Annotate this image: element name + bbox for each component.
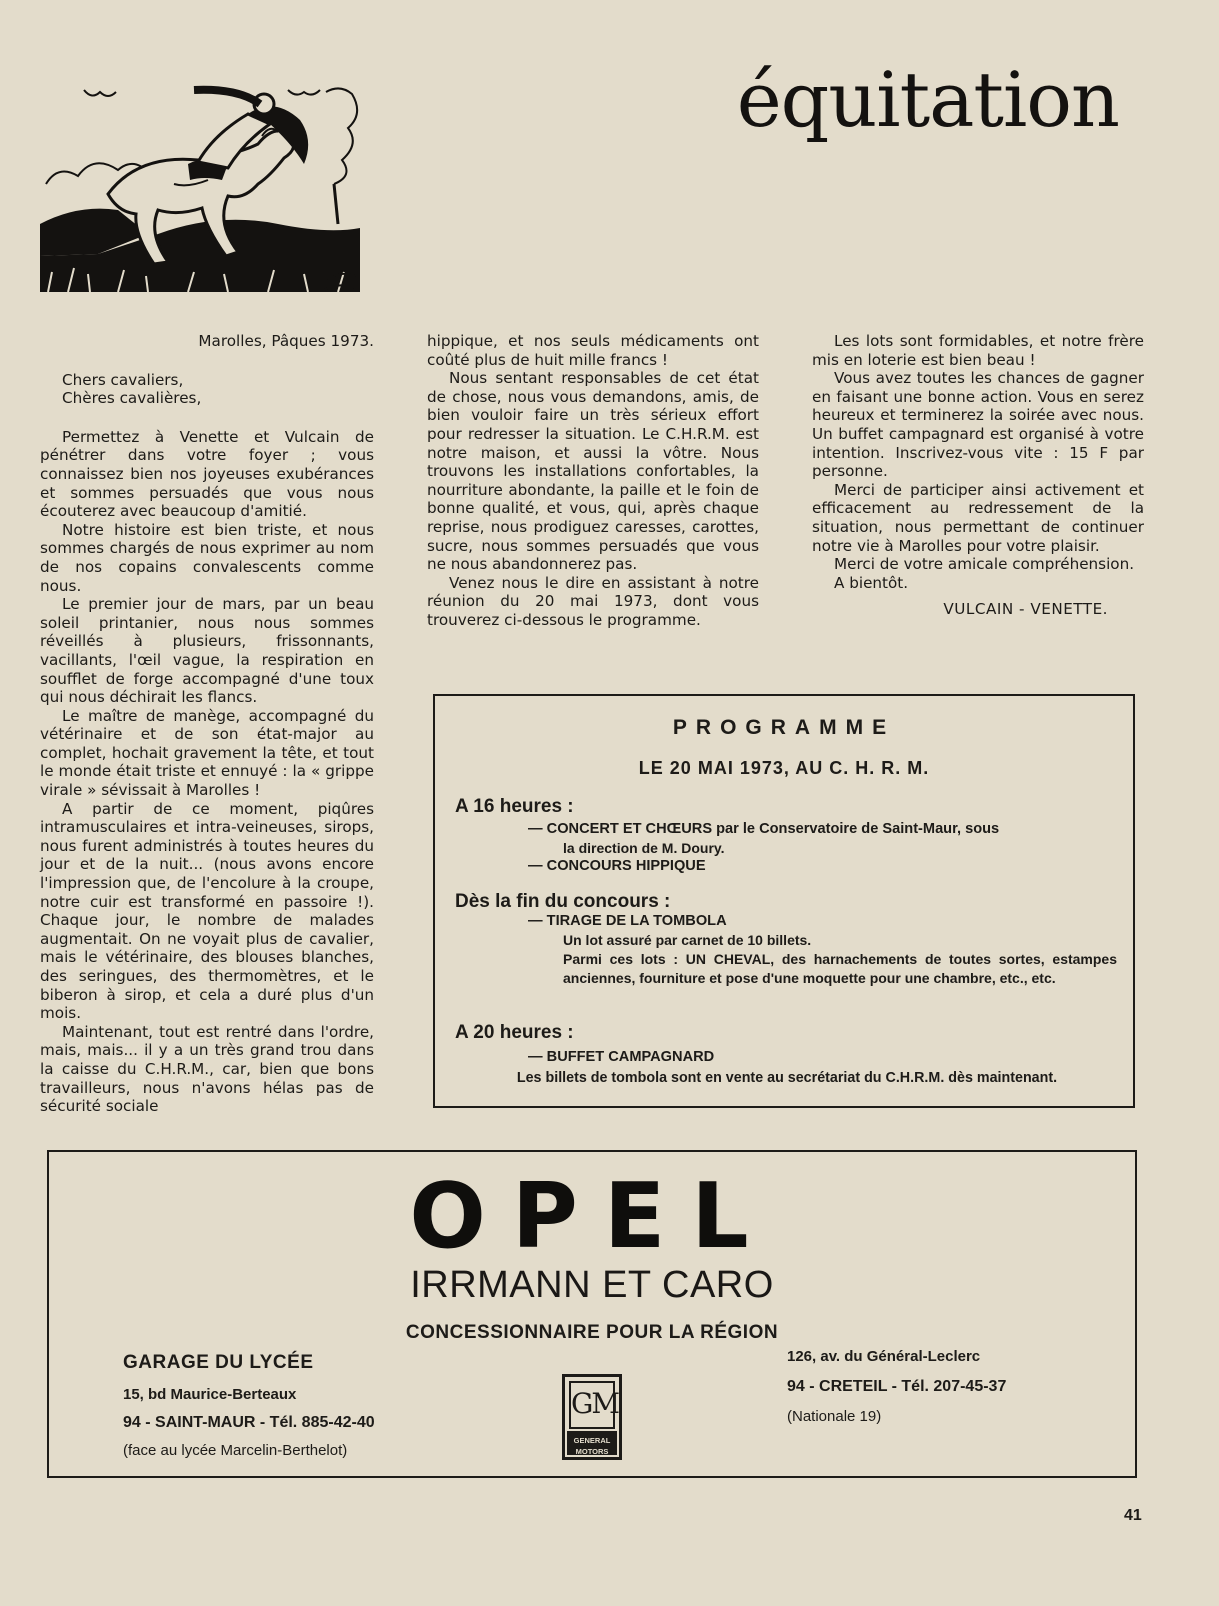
gm-logo-icon: GM GENERAL MOTORS bbox=[562, 1374, 622, 1460]
ad-note: (Nationale 19) bbox=[787, 1408, 882, 1425]
paragraph: Permettez à Venette et Vulcain de pénétrer dans votre foyer ; vous connaissez bien nos joyeuses exubérances et sommes persuadés que vous nous écouterez avec beaucoup d'amitié. bbox=[40, 427, 374, 521]
letter-column-3 bbox=[812, 332, 1144, 619]
paragraph: A partir de ce moment, piqûres intramusculaires et intra-veineuses, sirops, nous furent administrés à toutes heures du jour et de la nuit... (nous avons encore l'impression que, de l'encolure à la croupe, notre cuir est transformé en passoire !). Chaque jour, le nombre de malades augmentait. On ne voyait plus de cavalier, mais le vétérinaire, des blouses blanches, des seringues, des thermomètres, et le biberon à sirop, et cela a duré plus d'un mois. bbox=[40, 799, 374, 1023]
programme-time-heading: A 20 heures : bbox=[455, 1022, 574, 1043]
ad-brand-logo: OPEL bbox=[409, 1164, 775, 1269]
paragraph: Le premier jour de mars, par un beau soleil printanier, nous nous sommes réveillés à plusieurs, frissonnants, vacillants, l'œil vague, la respiration en soufflet de forge accompagné d'une toux qui nous déchirait les flancs. bbox=[40, 595, 374, 707]
programme-box bbox=[433, 694, 1135, 1108]
programme-item-detail: Un lot assuré par carnet de 10 billets. bbox=[563, 932, 812, 948]
programme-item: — BUFFET CAMPAGNARD bbox=[528, 1049, 715, 1065]
programme-date: LE 20 MAI 1973, AU C. H. R. M. bbox=[638, 758, 930, 778]
paragraph: Maintenant, tout est rentré dans l'ordre, mais, mais... il y a un très grand trou dans la caisse du C.H.R.M., car, bien que bons travailleurs, nous n'avons hélas pas de sécurité sociale bbox=[40, 1022, 374, 1116]
programme-item: — CONCERT ET CHŒURS par le Conservatoire de Saint-Maur, sous bbox=[528, 821, 1000, 837]
programme-time-heading: Dès la fin du concours : bbox=[455, 891, 671, 912]
ad-note: (face au lycée Marcelin-Berthelot) bbox=[123, 1442, 348, 1459]
paragraph: Vous avez toutes les chances de gagner en faisant une bonne action. Vous en serez heureux et terminerez la soirée avec nous. Un buffet campagnard est organisé à votre intention. Inscrivez-vous vite : 15 F par personne. bbox=[812, 369, 1144, 481]
ad-street: 126, av. du Général-Leclerc bbox=[787, 1348, 981, 1365]
programme-footer: Les billets de tombola sont en vente au secrétariat du C.H.R.M. dès maintenant. bbox=[516, 1070, 1058, 1086]
ad-street: 15, bd Maurice-Berteaux bbox=[123, 1386, 297, 1403]
ad-garage-name: GARAGE DU LYCÉE bbox=[123, 1352, 314, 1373]
paragraph: Merci de participer ainsi activement et efficacement au redressement de la situation, nous permettant de continuer notre vie à Marolles pour votre plaisir. bbox=[812, 480, 1144, 555]
opel-advertisement bbox=[47, 1150, 1137, 1478]
programme-item: — CONCOURS HIPPIQUE bbox=[528, 858, 706, 874]
paragraph: Nous sentant responsables de cet état de chose, nous vous demandons, amis, de bien vouloir faire un très sérieux effort pour redresser la situation. Le C.H.R.M. est notre maison, et aussi la vôtre. Nous trouvons les installations confortables, la nourriture abondante, la paille et le foin de bonne qualité, et vous, qui, après chaque reprise, nous prodiguez caresses, carottes, sucre, nous sommes persuadés que vous ne nous abandonnerez pas. bbox=[427, 369, 759, 574]
paragraph: Notre histoire est bien triste, et nous sommes chargés de nous exprimer au nom de nos copains convalescents comme nous. bbox=[40, 520, 374, 595]
programme-title: PROGRAMME bbox=[672, 716, 896, 739]
signature: VULCAIN - VENETTE. bbox=[943, 600, 1108, 619]
programme-item: — TIRAGE DE LA TOMBOLA bbox=[528, 913, 727, 929]
page-number: 41 bbox=[1124, 1507, 1142, 1524]
ad-city-phone: 94 - CRETEIL - Tél. 207-45-37 bbox=[787, 1378, 1007, 1395]
paragraph: Merci de votre amicale compréhension. bbox=[834, 555, 1135, 574]
letter-dateline: Marolles, Pâques 1973. bbox=[198, 332, 374, 350]
programme-item-detail: Parmi ces lots : UN CHEVAL, des harnachements de toutes sortes, estampes anciennes, fourniture et pose d'une moquette pour une chambre, etc., etc. bbox=[563, 951, 1117, 986]
letter-column-1 bbox=[40, 332, 374, 1116]
ad-dealer-name: IRRMANN ET CARO bbox=[410, 1264, 774, 1306]
letter-column-2 bbox=[427, 332, 759, 630]
salutation-line-2: Chères cavalières, bbox=[62, 389, 202, 408]
paragraph: Le maître de manège, accompagné du vétérinaire et de son état-major au complet, hochait gravement la tête, et tout le monde était triste et ennuyé : la « grippe virale » sévissait à Marolles ! bbox=[40, 706, 374, 800]
paragraph: A bientôt. bbox=[834, 573, 909, 592]
paragraph: Les lots sont formidables, et notre frère mis en loterie est bien beau ! bbox=[812, 332, 1144, 369]
paragraph: Venez nous le dire en assistant à notre réunion du 20 mai 1973, dont vous trouverez ci-dessous le programme. bbox=[427, 573, 759, 629]
ad-tagline: CONCESSIONNAIRE POUR LA RÉGION bbox=[405, 1322, 779, 1343]
horse-and-rider-illustration bbox=[38, 84, 366, 304]
programme-item-detail: la direction de M. Doury. bbox=[563, 840, 725, 856]
paragraph: hippique, et nos seuls médicaments ont coûté plus de huit mille francs ! bbox=[427, 332, 759, 369]
salutation-line-1: Chers cavaliers, bbox=[62, 370, 184, 389]
ad-city-phone: 94 - SAINT-MAUR - Tél. 885-42-40 bbox=[123, 1414, 375, 1431]
programme-time-heading: A 16 heures : bbox=[455, 796, 574, 817]
section-title: équitation bbox=[736, 55, 1119, 144]
